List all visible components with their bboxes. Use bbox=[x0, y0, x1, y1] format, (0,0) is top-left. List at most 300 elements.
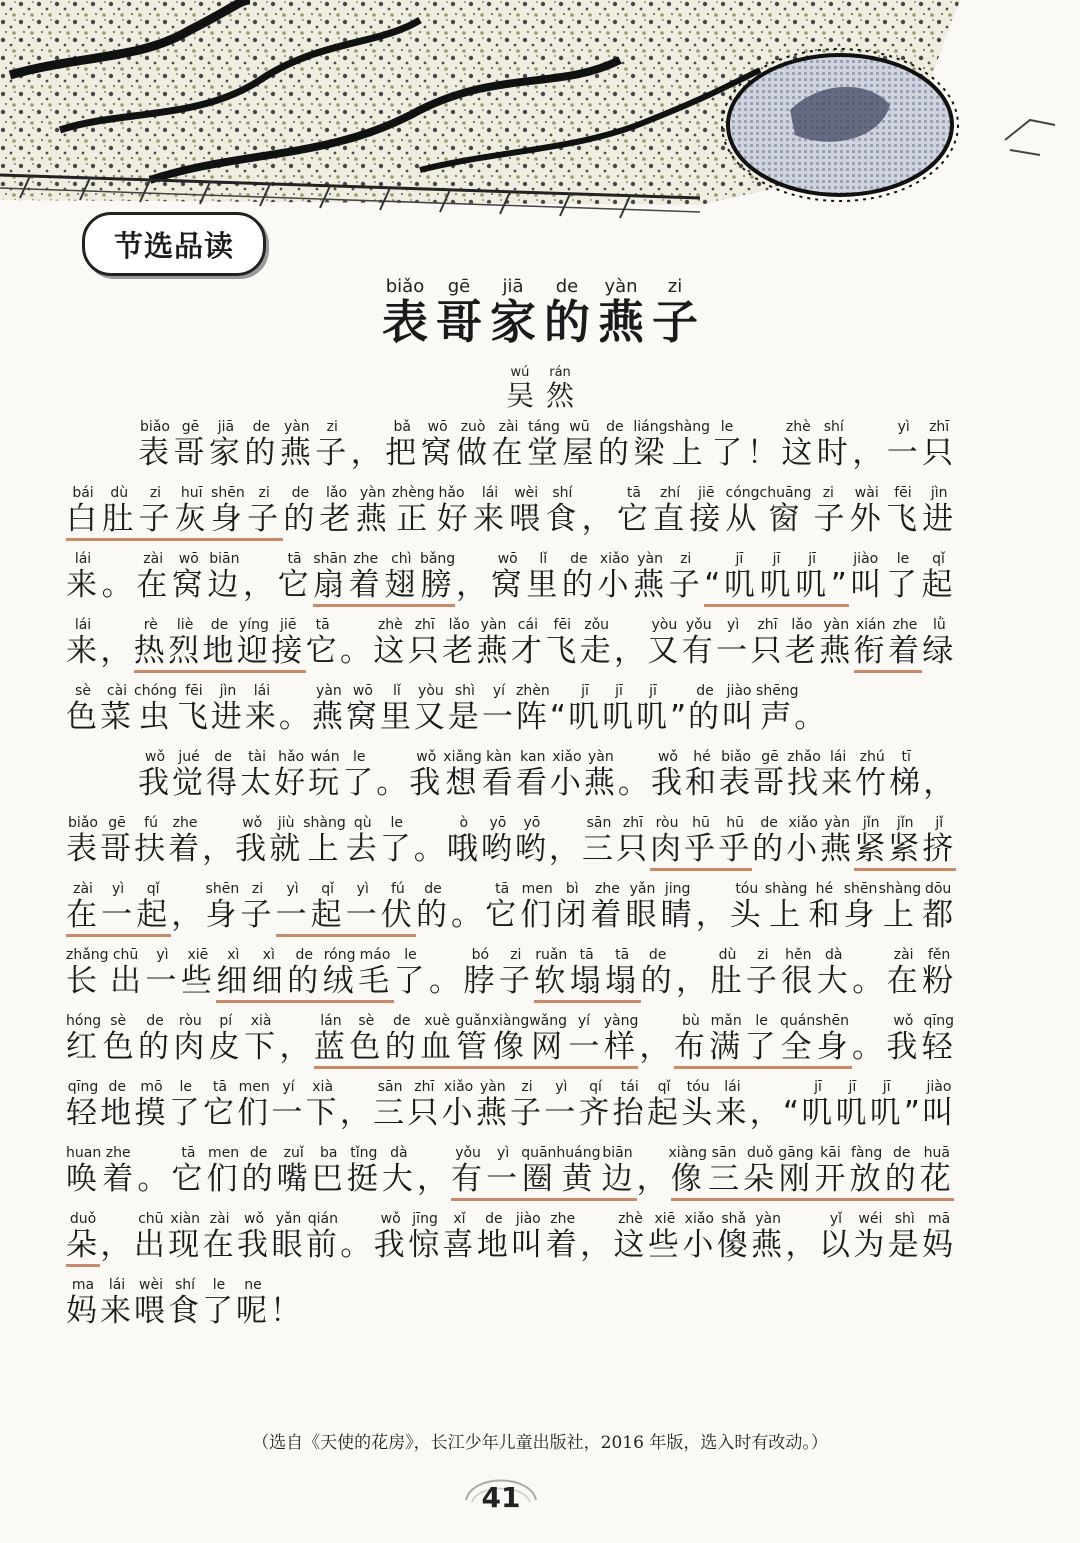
text-char: 哥gē bbox=[753, 749, 788, 801]
text-char: 挺tǐng bbox=[346, 1145, 382, 1197]
text-char: 绒róng bbox=[322, 947, 359, 999]
text-char: 的de bbox=[688, 683, 723, 735]
pinyin: xǐ bbox=[442, 1211, 477, 1227]
pinyin: bó bbox=[463, 947, 498, 963]
text-char: 塌tā bbox=[569, 947, 606, 999]
pinyin: qīng bbox=[66, 1079, 101, 1095]
pinyin: biǎo bbox=[719, 749, 754, 765]
text-char: 菜cài bbox=[100, 683, 134, 735]
pinyin: dù bbox=[102, 485, 137, 501]
pinyin: qǐ bbox=[921, 551, 956, 567]
pinyin: zhī bbox=[750, 617, 785, 633]
punctuation: 。 bbox=[101, 567, 137, 603]
text-char: 哥gē bbox=[100, 815, 135, 867]
pinyin: tā bbox=[202, 1079, 237, 1095]
punctuation: ， bbox=[749, 1095, 783, 1131]
text-char: 飞fēi bbox=[176, 683, 211, 735]
pinyin: de bbox=[640, 947, 675, 963]
pinyin: xì bbox=[216, 947, 251, 963]
pinyin: yòu bbox=[647, 617, 682, 633]
text-char: 翅chì bbox=[384, 551, 420, 603]
pinyin: shí bbox=[816, 419, 851, 435]
text-char: 在zài bbox=[66, 881, 102, 933]
underlined-phrase bbox=[650, 815, 753, 871]
text-char: 着zhe bbox=[348, 551, 385, 603]
text-char: 眼yǎn bbox=[625, 881, 661, 933]
pinyin: zuò bbox=[456, 419, 491, 435]
text-char: 着zhe bbox=[101, 1145, 138, 1197]
pinyin: yàn bbox=[819, 617, 854, 633]
pinyin: zi bbox=[652, 276, 698, 297]
text-char: 燕yàn bbox=[751, 1211, 786, 1263]
pinyin: cóng bbox=[725, 485, 760, 501]
pinyin: jiē bbox=[271, 617, 306, 633]
text-char: 地de bbox=[202, 617, 237, 669]
text-char: 像xiàng bbox=[490, 1013, 530, 1065]
text-char: 好hǎo bbox=[434, 485, 473, 537]
pinyin: zài bbox=[886, 947, 921, 963]
text-char: 我wǒ bbox=[138, 749, 173, 801]
text-char: 把bǎ bbox=[385, 419, 421, 471]
text-char: 妈mā bbox=[922, 1211, 957, 1263]
text-char: 热rè bbox=[133, 617, 169, 669]
text-char: 着zhe bbox=[168, 815, 203, 867]
punctuation: 。 bbox=[340, 1227, 374, 1263]
pinyin: ròu bbox=[173, 1013, 208, 1029]
text-char: 了le bbox=[168, 1079, 203, 1131]
text-char: 一yí bbox=[481, 683, 516, 735]
pinyin: lán bbox=[313, 1013, 348, 1029]
text-char: 色sè bbox=[349, 1013, 385, 1065]
text-char: 喜xǐ bbox=[442, 1211, 477, 1263]
pinyin: wài bbox=[849, 485, 884, 501]
pinyin: zhǎo bbox=[787, 749, 822, 765]
text-char: 窝wō bbox=[490, 551, 527, 603]
pinyin: xiǎng bbox=[443, 749, 482, 765]
punctuation: 。 bbox=[413, 831, 447, 867]
text-char: 身shēn bbox=[210, 485, 248, 537]
title-char: 表biǎo bbox=[382, 276, 428, 349]
pinyin: shēng bbox=[756, 683, 799, 699]
pinyin: shēn bbox=[210, 485, 245, 501]
pinyin: hóng bbox=[66, 1013, 102, 1029]
title-char: 燕yàn bbox=[598, 276, 644, 349]
pinyin: jī bbox=[869, 1079, 904, 1095]
pinyin: sān bbox=[373, 1079, 408, 1095]
pinyin: de bbox=[206, 749, 241, 765]
text-char: 网wǎng bbox=[529, 1013, 567, 1065]
text-char: 正zhèng bbox=[391, 485, 435, 537]
pinyin: zhe bbox=[888, 617, 922, 633]
text-char: 满mǎn bbox=[709, 1013, 745, 1065]
text-char: 接jiē bbox=[271, 617, 306, 669]
pinyin: bǎ bbox=[385, 419, 420, 435]
text-char: 里lǐ bbox=[526, 551, 562, 603]
text-char: 抬tái bbox=[612, 1079, 647, 1131]
pinyin: wō bbox=[490, 551, 525, 567]
text-char: 窝wō bbox=[420, 419, 457, 471]
pinyin: le bbox=[202, 1277, 236, 1293]
pinyin: jìn bbox=[210, 683, 245, 699]
pinyin: chóng bbox=[134, 683, 177, 699]
pinyin: wèi bbox=[509, 485, 544, 501]
pinyin: xián bbox=[853, 617, 888, 633]
text-char: 傻shǎ bbox=[716, 1211, 752, 1263]
punctuation: ， bbox=[638, 1029, 674, 1065]
pinyin: zhè bbox=[781, 419, 816, 435]
text-char: 燕yàn bbox=[475, 1079, 511, 1131]
pinyin: tā bbox=[485, 881, 520, 897]
text-char: 接jiē bbox=[689, 485, 726, 537]
pinyin: lǎo bbox=[784, 617, 819, 633]
pinyin: wǒ bbox=[886, 1013, 921, 1029]
pinyin: lǐ bbox=[379, 683, 414, 699]
text-char: 和hé bbox=[684, 749, 720, 801]
text-char: 惊jīng bbox=[408, 1211, 443, 1263]
punctuation: ， bbox=[416, 1161, 452, 1197]
pinyin: dà bbox=[816, 947, 851, 963]
pinyin: wǒ bbox=[237, 1211, 272, 1227]
pinyin: xiǎo bbox=[549, 749, 584, 765]
pinyin: le bbox=[744, 1013, 779, 1029]
text-char: 妈ma bbox=[66, 1277, 100, 1329]
pinyin: quán bbox=[779, 1013, 816, 1029]
underlined-phrase bbox=[216, 947, 394, 1003]
text-char: 就jiù bbox=[269, 815, 304, 867]
punctuation: ， bbox=[581, 501, 617, 537]
text-char: 着zhe bbox=[888, 617, 923, 669]
pinyin: zài bbox=[136, 551, 171, 567]
text-char: 的de bbox=[561, 551, 598, 603]
pinyin: pí bbox=[208, 1013, 243, 1029]
pinyin: bǎng bbox=[419, 551, 456, 567]
text-char: 了le bbox=[709, 419, 747, 471]
pinyin: yàn bbox=[279, 419, 314, 435]
punctuation: ！ bbox=[746, 435, 782, 471]
text-char: 了le bbox=[379, 815, 414, 867]
pinyin: wǎng bbox=[529, 1013, 567, 1029]
text-char: 才cái bbox=[510, 617, 546, 669]
text-char: 喂wèi bbox=[134, 1277, 168, 1329]
text-char: 找zhǎo bbox=[787, 749, 822, 801]
text-char: 很hěn bbox=[781, 947, 817, 999]
text-char: 只zhī bbox=[922, 419, 957, 471]
text-char: 子zi bbox=[138, 485, 175, 537]
text-char: 了le bbox=[744, 1013, 780, 1065]
text-char: 管guǎn bbox=[455, 1013, 491, 1065]
text-char: 了le bbox=[342, 749, 377, 801]
text-char: 皮pí bbox=[208, 1013, 245, 1065]
text-char: 巴ba bbox=[311, 1145, 347, 1197]
text-char: 有yǒu bbox=[681, 617, 717, 669]
text-char: 我wǒ bbox=[409, 749, 444, 801]
punctuation: “ bbox=[549, 699, 568, 735]
text-char: 开kāi bbox=[813, 1145, 850, 1197]
punctuation: ” bbox=[669, 699, 689, 735]
text-char: 从cóng bbox=[725, 485, 760, 537]
text-char: 衔xián bbox=[853, 617, 888, 669]
text-char: 肉ròu bbox=[173, 1013, 209, 1065]
text-char: 现xiàn bbox=[168, 1211, 203, 1263]
pinyin: ba bbox=[311, 1145, 346, 1161]
pinyin: róng bbox=[322, 947, 357, 963]
pinyin: hěn bbox=[781, 947, 816, 963]
text-char: 挤jǐ bbox=[922, 815, 957, 867]
pinyin: yàn bbox=[633, 551, 668, 567]
pinyin: tài bbox=[240, 749, 275, 765]
pinyin: jiā bbox=[490, 276, 536, 297]
text-char: 它tā bbox=[171, 1145, 207, 1197]
pinyin: de bbox=[415, 881, 450, 897]
pinyin: xuè bbox=[420, 1013, 455, 1029]
text-char: 燕yàn bbox=[476, 617, 511, 669]
pinyin: le bbox=[168, 1079, 203, 1095]
pinyin: wèi bbox=[134, 1277, 168, 1293]
pinyin: wō bbox=[420, 419, 455, 435]
pinyin: zi bbox=[811, 485, 846, 501]
pinyin: yǒu bbox=[451, 1145, 486, 1161]
pinyin: jing bbox=[660, 881, 695, 897]
text-char: 和hé bbox=[807, 881, 844, 933]
text-char: 在zài bbox=[491, 419, 527, 471]
pinyin: zhí bbox=[653, 485, 688, 501]
pinyin: tǐng bbox=[346, 1145, 381, 1161]
text-char: 齐qí bbox=[578, 1079, 613, 1131]
text-char: 在zài bbox=[136, 551, 172, 603]
pinyin: kan bbox=[515, 749, 550, 765]
pinyin: xià bbox=[305, 1079, 340, 1095]
pinyin: zi bbox=[745, 947, 780, 963]
text-char: 起qǐ bbox=[136, 881, 172, 933]
text-char: 小xiǎo bbox=[682, 1211, 717, 1263]
pinyin: yō bbox=[514, 815, 549, 831]
pinyin: zhè bbox=[613, 1211, 648, 1227]
text-char: 得de bbox=[206, 749, 241, 801]
text-char: 表biǎo bbox=[66, 815, 101, 867]
pinyin: yì bbox=[101, 881, 136, 897]
text-char: 我wǒ bbox=[373, 1211, 409, 1263]
text-char: 三sān bbox=[581, 815, 616, 867]
pinyin: shēn bbox=[815, 1013, 850, 1029]
text-char: 表biǎo bbox=[719, 749, 754, 801]
pinyin: duǒ bbox=[743, 1145, 778, 1161]
text-char: 来lái bbox=[472, 485, 510, 537]
pinyin: wǒ bbox=[373, 1211, 408, 1227]
pinyin: zi bbox=[498, 947, 533, 963]
text-char: 觉jué bbox=[172, 749, 207, 801]
pinyin: yì bbox=[544, 1079, 579, 1095]
author-char: 然rán bbox=[546, 365, 575, 412]
pinyin: tī bbox=[889, 749, 924, 765]
punctuation: ， bbox=[614, 633, 648, 669]
text-char: 刚gāng bbox=[778, 1145, 814, 1197]
title-char: 子zi bbox=[652, 276, 698, 349]
text-char: 嘴zuǐ bbox=[276, 1145, 312, 1197]
text-char: 的de bbox=[241, 1145, 277, 1197]
pinyin: zhǎng bbox=[66, 947, 109, 963]
text-char: 的de bbox=[283, 485, 320, 537]
pinyin: xiàng bbox=[668, 1145, 708, 1161]
text-char: 下xià bbox=[244, 1013, 280, 1065]
pinyin: le bbox=[342, 749, 377, 765]
pinyin: zài bbox=[202, 1211, 237, 1227]
pinyin: quān bbox=[521, 1145, 557, 1161]
text-char: 只zhī bbox=[615, 815, 651, 867]
pinyin: lǎo bbox=[442, 617, 477, 633]
article-author bbox=[0, 366, 1080, 414]
text-char: 起qǐ bbox=[310, 881, 346, 933]
pinyin: huan bbox=[66, 1145, 102, 1161]
text-char: 来lái bbox=[821, 749, 856, 801]
text-char: 食shí bbox=[168, 1277, 202, 1329]
text-char: 它tā bbox=[616, 485, 654, 537]
pinyin: wǒ bbox=[235, 815, 270, 831]
pinyin: zi bbox=[668, 551, 703, 567]
text-char: 扇shān bbox=[313, 551, 349, 603]
punctuation: ， bbox=[676, 963, 711, 999]
text-char: 只zhī bbox=[750, 617, 785, 669]
text-char: 小xiǎo bbox=[597, 551, 634, 603]
punctuation: ， bbox=[580, 1227, 614, 1263]
pinyin: gē bbox=[173, 419, 208, 435]
text-char: 进jìn bbox=[210, 683, 245, 735]
pinyin: cài bbox=[100, 683, 134, 699]
text-char: 直zhí bbox=[653, 485, 690, 537]
text-char: 都dōu bbox=[921, 881, 957, 933]
text-char: 样yàng bbox=[603, 1013, 639, 1065]
pinyin: le bbox=[885, 551, 920, 567]
pinyin: de bbox=[241, 1145, 276, 1161]
text-char: 闭bì bbox=[555, 881, 591, 933]
pinyin: biǎo bbox=[138, 419, 173, 435]
pinyin: lái bbox=[821, 749, 856, 765]
text-char: 下xià bbox=[305, 1079, 340, 1131]
author-char: 吴wú bbox=[505, 365, 534, 412]
text-char: 全quán bbox=[779, 1013, 816, 1065]
pinyin: jiē bbox=[689, 485, 724, 501]
punctuation: 。 bbox=[617, 765, 651, 801]
author-name bbox=[500, 366, 580, 414]
text-char: 轻qīng bbox=[66, 1079, 101, 1131]
pinyin: yì bbox=[345, 881, 380, 897]
text-char: 虫chóng bbox=[134, 683, 177, 735]
pinyin: ò bbox=[446, 815, 481, 831]
pinyin: yí bbox=[271, 1079, 306, 1095]
pinyin: zi bbox=[240, 881, 275, 897]
text-char: 来lái bbox=[100, 1277, 134, 1329]
nest-illustration bbox=[0, 0, 1080, 240]
text-char: 们men bbox=[237, 1079, 272, 1131]
punctuation: ， bbox=[279, 1029, 314, 1065]
pinyin: hé bbox=[807, 881, 842, 897]
pinyin: zhe bbox=[590, 881, 625, 897]
pinyin: dà bbox=[381, 1145, 416, 1161]
pinyin: lái bbox=[244, 683, 279, 699]
pinyin: huáng bbox=[556, 1145, 601, 1161]
pinyin: men bbox=[237, 1079, 272, 1095]
pinyin: jī bbox=[795, 551, 830, 567]
text-char: 窝wō bbox=[345, 683, 380, 735]
text-char: 又yòu bbox=[647, 617, 682, 669]
pinyin: jī bbox=[722, 551, 757, 567]
punctuation: 。 bbox=[340, 633, 374, 669]
underlined-phrase bbox=[66, 485, 284, 541]
text-char: 子zi bbox=[811, 485, 850, 537]
pinyin: fú bbox=[380, 881, 415, 897]
text-char: 色sè bbox=[66, 683, 100, 735]
pinyin: yàn bbox=[751, 1211, 786, 1227]
text-char: 子zi bbox=[668, 551, 705, 603]
text-char: 老lǎo bbox=[319, 485, 356, 537]
punctuation: ， bbox=[339, 1095, 374, 1131]
text-char: 头tóu bbox=[681, 1079, 716, 1131]
text-char: 走zǒu bbox=[579, 617, 614, 669]
text-char: 紧jǐn bbox=[854, 815, 889, 867]
pinyin: sè bbox=[101, 1013, 136, 1029]
text-char: 色sè bbox=[101, 1013, 138, 1065]
pinyin: ròu bbox=[650, 815, 685, 831]
text-char: 们men bbox=[520, 881, 556, 933]
punctuation: ” bbox=[830, 567, 849, 603]
text-char: 燕yàn bbox=[819, 617, 854, 669]
punctuation: ， bbox=[636, 1161, 671, 1197]
pinyin: zi bbox=[510, 1079, 545, 1095]
punctuation: ， bbox=[548, 831, 582, 867]
pinyin: de bbox=[752, 815, 787, 831]
text-char: 燕yàn bbox=[820, 815, 855, 867]
text-char: 太tài bbox=[240, 749, 275, 801]
pinyin: rán bbox=[546, 365, 574, 380]
text-char: 花huā bbox=[919, 1145, 954, 1197]
text-char: 肚dù bbox=[102, 485, 139, 537]
pinyin: fēi bbox=[885, 485, 920, 501]
text-char: 一yí bbox=[566, 1013, 604, 1065]
text-char: 我wǒ bbox=[650, 749, 685, 801]
pinyin: hū bbox=[684, 815, 719, 831]
pinyin: xiǎo bbox=[786, 815, 821, 831]
punctuation: ， bbox=[785, 1227, 819, 1263]
pinyin: fēi bbox=[176, 683, 211, 699]
text-char: 看kàn bbox=[481, 749, 516, 801]
text-char: 乎hū bbox=[684, 815, 719, 867]
pinyin: xiǎo bbox=[597, 551, 632, 567]
pinyin: tóu bbox=[729, 881, 764, 897]
pinyin: zuǐ bbox=[276, 1145, 311, 1161]
text-char: 像xiàng bbox=[668, 1145, 708, 1197]
pinyin: yǎn bbox=[625, 881, 660, 897]
pinyin: zhe bbox=[348, 551, 383, 567]
text-char: 有yǒu bbox=[451, 1145, 487, 1197]
pinyin: fú bbox=[134, 815, 169, 831]
pinyin: chū bbox=[108, 947, 143, 963]
text-char: 这zhè bbox=[781, 419, 817, 471]
pinyin: shàng bbox=[764, 881, 808, 897]
text-char: 梁liáng bbox=[633, 419, 668, 471]
text-char: 着zhe bbox=[545, 1211, 581, 1263]
text-char: 紧jǐn bbox=[888, 815, 923, 867]
punctuation: 。 bbox=[278, 699, 312, 735]
pinyin: de bbox=[202, 617, 237, 633]
pinyin: zhī bbox=[407, 617, 442, 633]
text-char: 了le bbox=[202, 1277, 236, 1329]
pinyin: yàn bbox=[355, 485, 390, 501]
pinyin: men bbox=[206, 1145, 241, 1161]
pinyin: gē bbox=[753, 749, 788, 765]
pinyin: jiā bbox=[208, 419, 243, 435]
text-char: 来lái bbox=[66, 551, 102, 603]
pinyin: sè bbox=[66, 683, 100, 699]
text-char: 叫jiào bbox=[848, 551, 886, 603]
